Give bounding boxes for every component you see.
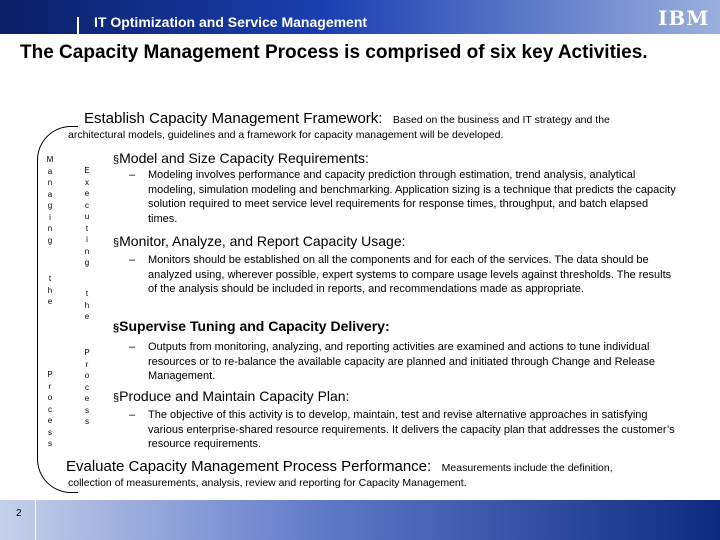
establish-desc-rest: architectural models, guidelines and a framework for capacity management will be developed. xyxy=(68,129,504,141)
establish-section xyxy=(84,110,610,128)
establish-desc-first: Based on the business and IT strategy and the xyxy=(392,114,610,126)
header-bar xyxy=(0,0,720,34)
dash-icon: – xyxy=(129,169,136,181)
header-title: IT Optimization and Service Management xyxy=(94,14,368,30)
activity-heading-supervise: §Supervise Tuning and Capacity Delivery: xyxy=(113,318,390,334)
evaluate-heading: Evaluate Capacity Management Process Performance: xyxy=(66,458,432,475)
evaluate-desc-rest: collection of measurements, analysis, review and reporting for Capacity Management. xyxy=(68,477,467,489)
side-label-executing: E x e c u t i n g xyxy=(84,166,90,267)
side-label-managing: M a n a g i n g xyxy=(46,155,54,245)
evaluate-desc-first: Measurements include the definition, xyxy=(441,462,613,474)
activity-heading-produce: §Produce and Maintain Capacity Plan: xyxy=(113,388,350,404)
dash-icon: – xyxy=(129,409,136,421)
dash-icon: – xyxy=(129,341,136,353)
ibm-logo: IBM xyxy=(658,6,710,30)
side-label-the: t h e xyxy=(47,274,53,306)
footer-bar xyxy=(0,500,720,540)
side-label-process-right: P r o c e s s xyxy=(84,348,90,426)
bullet-icon: § xyxy=(113,322,120,334)
evaluate-section xyxy=(66,458,613,476)
bullet-icon: § xyxy=(113,154,120,166)
activity-heading-monitor: §Monitor, Analyze, and Report Capacity Usage: xyxy=(113,233,406,249)
activity-heading-model: §Model and Size Capacity Requirements: xyxy=(113,150,369,166)
dash-icon: – xyxy=(129,254,136,266)
header-divider xyxy=(77,17,79,34)
bullet-icon: § xyxy=(113,392,120,404)
footer-divider xyxy=(35,500,36,540)
bullet-icon: § xyxy=(113,237,120,249)
page-title: The Capacity Management Process is comprised of six key Activities. xyxy=(20,42,648,63)
page-number: 2 xyxy=(16,508,22,519)
side-label-process: P r o c e s s xyxy=(47,370,53,448)
side-label-the-right: t h e xyxy=(84,289,90,321)
establish-heading: Establish Capacity Management Framework: xyxy=(84,110,383,127)
